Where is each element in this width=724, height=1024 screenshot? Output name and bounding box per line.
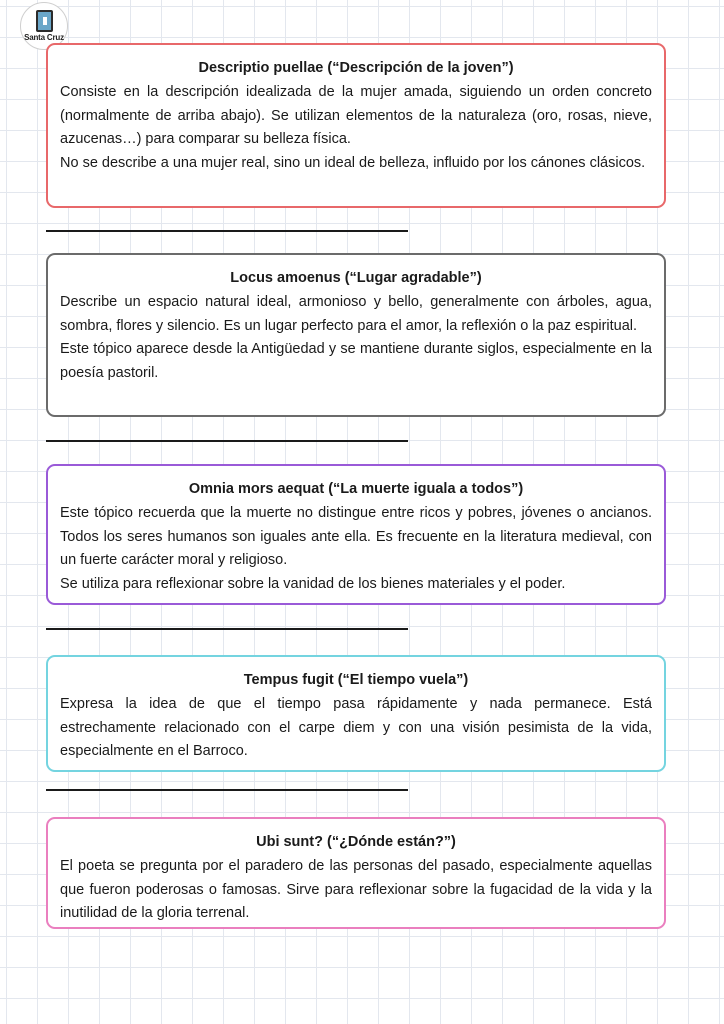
divider-line [46, 230, 408, 232]
card-paragraph: El poeta se pregunta por el paradero de las personas del pasado, especialmente aquellas que fueron poderosas o famosas. Sirve para reflexionar sobre la fugacidad de la vida y la inutilidad de la gloria terrenal. [60, 858, 652, 921]
card-paragraph: Describe un espacio natural ideal, armonioso y bello, generalmente con árboles, agua, sombra, flores y silencio. Es un lugar perfecto para el amor, la reflexión o la paz espiritual. [60, 294, 652, 334]
card-paragraph: Consiste en la descripción idealizada de la mujer amada, siguiendo un orden concreto (normalmente de arriba abajo). Se utilizan elementos de la naturaleza (oro, rosas, nieve, azucenas…) para comparar su belleza física. [60, 84, 652, 147]
card-paragraph: Se utiliza para reflexionar sobre la vanidad de los bienes materiales y el poder. [60, 575, 566, 592]
divider-line [46, 628, 408, 630]
card-locus-amoenus [46, 253, 666, 417]
card-ubi-sunt [46, 817, 666, 929]
card-descriptio-puellae [46, 43, 666, 208]
divider-line [46, 440, 408, 442]
card-title: Tempus fugit (“El tiempo vuela”) [243, 672, 469, 688]
card-title: Locus amoenus (“Lugar agradable”) [230, 270, 482, 286]
card-tempus-fugit [46, 655, 666, 772]
card-paragraph: Este tópico aparece desde la Antigüedad y se mantiene durante siglos, especialmente en la poesía pastoril. [60, 341, 652, 381]
card-omnia-mors-aequat [46, 464, 666, 605]
card-paragraph: No se describe a una mujer real, sino un ideal de belleza, influido por los cánones clásicos. [60, 154, 646, 171]
logo-brand-text: Santa Cruz [24, 33, 64, 42]
card-title: Descriptio puellae (“Descripción de la joven”) [198, 60, 514, 76]
card-paragraph: Este tópico recuerda que la muerte no distingue entre ricos y pobres, jóvenes o ancianos. Todos los seres humanos son iguales ante ella. Es frecuente en la literatura medieval, con un fuerte carácter moral y religioso. [60, 505, 652, 568]
card-paragraph: Expresa la idea de que el tiempo pasa rápidamente y nada permanece. Está estrechamente relacionado con el carpe diem y con una visión pesimista de la vida, especialmente en el Barroco. [60, 696, 652, 759]
card-title: Ubi sunt? (“¿Dónde están?”) [256, 834, 456, 850]
divider-line [46, 789, 408, 791]
card-title: Omnia mors aequat (“La muerte iguala a todos”) [188, 481, 524, 497]
book-icon [36, 10, 53, 32]
